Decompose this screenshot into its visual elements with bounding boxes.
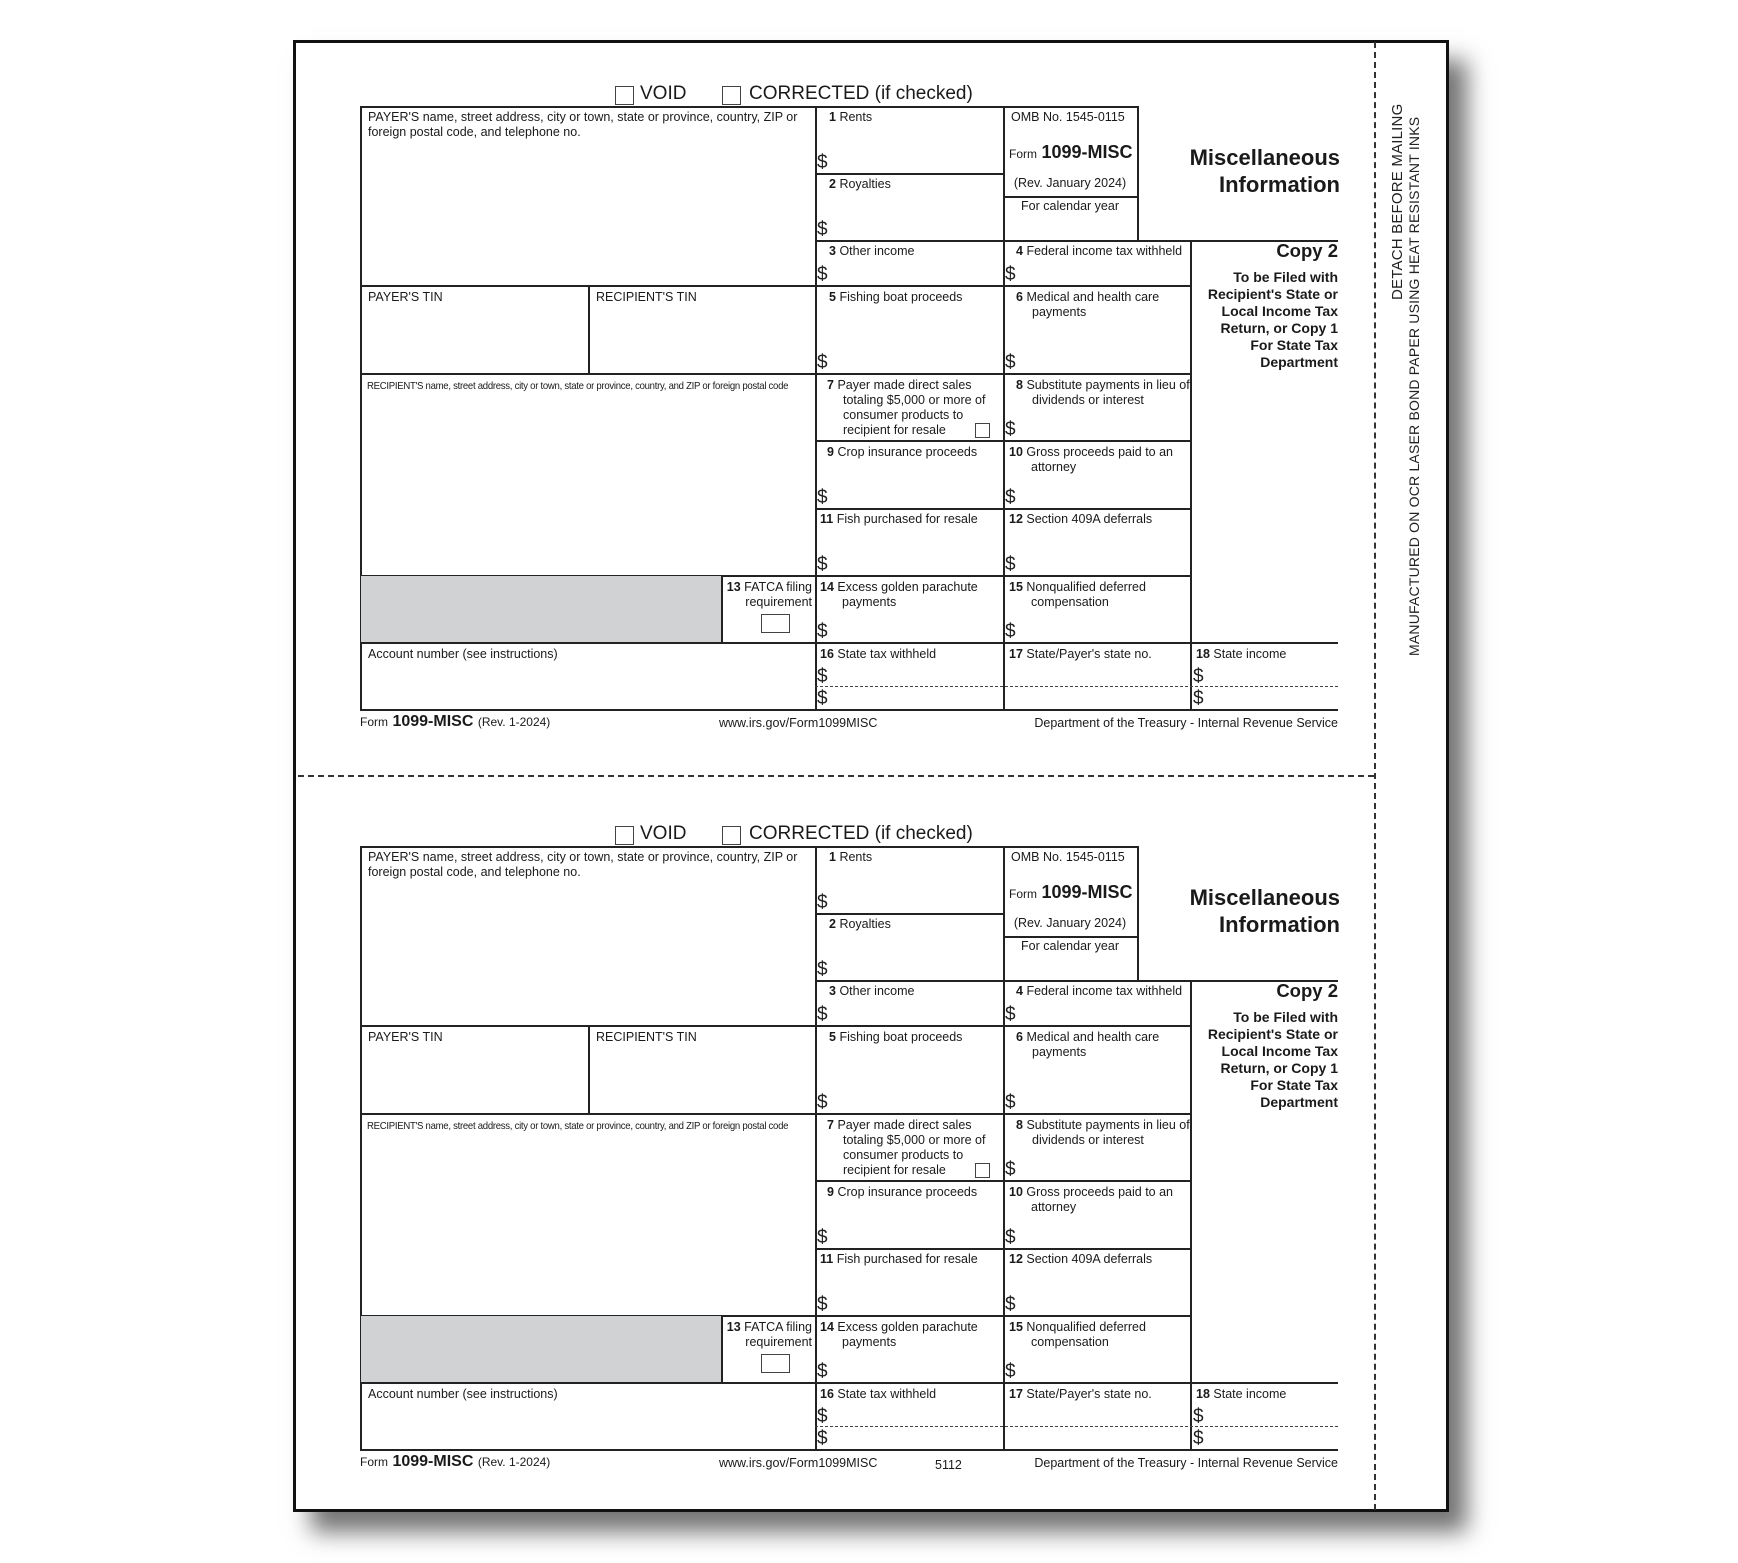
dollar-sign: $: [1005, 1227, 1016, 1248]
dollar-sign: $: [817, 1428, 828, 1449]
dollar-sign: $: [1005, 419, 1016, 440]
dollar-sign: $: [817, 688, 828, 709]
fatca-label: 13 FATCA filing requirement: [726, 580, 812, 609]
fatca-label: 13 FATCA filing requirement: [726, 1320, 812, 1349]
void-label: VOID: [640, 823, 687, 844]
recipient-tin-label: RECIPIENT'S TIN: [596, 290, 697, 304]
box-15-nonqualified-deferred[interactable]: 15 Nonqualified deferred compensation: [1009, 580, 1146, 609]
box-9-crop-insurance[interactable]: 9 Crop insurance proceeds: [827, 445, 978, 459]
dollar-sign: $: [1005, 352, 1016, 373]
form-code: 5112: [935, 1458, 962, 1472]
dollar-sign: $: [817, 219, 828, 240]
box-17-state-payer-no[interactable]: 17 State/Payer's state no.: [1009, 647, 1152, 661]
dollar-sign: $: [1005, 487, 1016, 508]
box-17-state-payer-no[interactable]: 17 State/Payer's state no.: [1009, 1387, 1152, 1401]
void-label: VOID: [640, 83, 687, 104]
calendar-year-field[interactable]: For calendar year: [1021, 939, 1119, 953]
box-2-royalties[interactable]: 2 Royalties: [829, 917, 891, 931]
form-identifier: Form 1099-MISC: [1009, 142, 1133, 162]
form-title: Miscellaneous Information: [1189, 885, 1340, 937]
box-16-state-tax-withheld[interactable]: 16 State tax withheld: [820, 1387, 937, 1401]
dollar-sign: $: [817, 264, 828, 285]
dollar-sign: $: [1193, 1406, 1204, 1427]
payer-tin-label: PAYER'S TIN: [368, 290, 443, 304]
detach-instruction: DETACH BEFORE MAILING: [1389, 103, 1406, 300]
irs-url-link[interactable]: www.irs.gov/Form1099MISC: [719, 716, 878, 730]
box-6-medical-payments[interactable]: 6 Medical and health care payments: [1016, 290, 1160, 319]
box-7-checkbox[interactable]: [975, 1163, 990, 1178]
omb-number: OMB No. 1545-0115: [1011, 850, 1125, 864]
form-copy: [0, 740, 1738, 1480]
dollar-sign: $: [1005, 1159, 1016, 1180]
account-number-field[interactable]: [368, 647, 558, 662]
corrected-label: CORRECTED (if checked): [749, 823, 973, 844]
dollar-sign: $: [1005, 621, 1016, 642]
box-11-fish-purchased[interactable]: 11 Fish purchased for resale: [820, 512, 978, 526]
copy-heading: Copy 2: [1276, 240, 1338, 261]
dollar-sign: $: [1005, 264, 1016, 285]
recipient-name-field[interactable]: [367, 379, 788, 394]
dollar-sign: $: [817, 1092, 828, 1113]
box-1-rents[interactable]: 1 Rents: [829, 110, 873, 124]
box-4-federal-tax-withheld[interactable]: 4 Federal income tax withheld: [1016, 244, 1183, 258]
box-11-fish-purchased[interactable]: 11 Fish purchased for resale: [820, 1252, 978, 1266]
box-4-federal-tax-withheld[interactable]: 4 Federal income tax withheld: [1016, 984, 1183, 998]
box-5-fishing-boat-proceeds[interactable]: 5 Fishing boat proceeds: [829, 1030, 963, 1044]
payer-tin-field[interactable]: [368, 290, 443, 305]
dollar-sign: $: [817, 352, 828, 373]
omb-number: OMB No. 1545-0115: [1011, 110, 1125, 124]
dollar-sign: $: [817, 959, 828, 980]
agency-name: Department of the Treasury - Internal Revenue Service: [1034, 716, 1338, 730]
payer-name-field[interactable]: [368, 850, 813, 880]
footer-form-id: Form 1099-MISC (Rev. 1-2024): [360, 1453, 551, 1470]
dollar-sign: $: [817, 1361, 828, 1382]
form-copy: [0, 0, 1738, 740]
box-7-direct-sales: 7 Payer made direct sales totaling $5,000 or more of consumer products to recipient for resale: [827, 1118, 986, 1177]
payer-name-field[interactable]: [368, 110, 813, 140]
calendar-year-field[interactable]: For calendar year: [1021, 199, 1119, 213]
box-16-state-tax-withheld[interactable]: 16 State tax withheld: [820, 647, 937, 661]
dollar-sign: $: [1193, 1428, 1204, 1449]
form-identifier: Form 1099-MISC: [1009, 882, 1133, 902]
form-revision: (Rev. January 2024): [1013, 916, 1127, 930]
box-2-royalties[interactable]: 2 Royalties: [829, 177, 891, 191]
shaded-area: [361, 576, 721, 642]
box-6-medical-payments[interactable]: 6 Medical and health care payments: [1016, 1030, 1160, 1059]
dollar-sign: $: [817, 892, 828, 913]
agency-name: Department of the Treasury - Internal Revenue Service: [1034, 1456, 1338, 1470]
box-9-crop-insurance[interactable]: 9 Crop insurance proceeds: [827, 1185, 978, 1199]
form-revision: (Rev. January 2024): [1013, 176, 1127, 190]
dollar-sign: $: [817, 152, 828, 173]
dollar-sign: $: [1005, 1361, 1016, 1382]
fatca-checkbox[interactable]: [761, 614, 790, 633]
copy-instructions: To be Filed with Recipient's State or Local Income Tax Return, or Copy 1 For State Tax Department: [1207, 1009, 1338, 1110]
account-number-label: Account number (see instructions): [368, 647, 558, 661]
recipient-name-field[interactable]: [367, 1119, 788, 1134]
box-1-rents[interactable]: 1 Rents: [829, 850, 873, 864]
copy-instructions: To be Filed with Recipient's State or Local Income Tax Return, or Copy 1 For State Tax Department: [1207, 269, 1338, 370]
box-18-state-income[interactable]: 18 State income: [1196, 1387, 1287, 1401]
payer-name-label: PAYER'S name, street address, city or town, state or province, country, ZIP or foreign postal code, and telephone no.: [368, 110, 798, 139]
box-8-substitute-payments[interactable]: 8 Substitute payments in lieu of dividends or interest: [1016, 378, 1190, 407]
box-10-attorney-proceeds[interactable]: 10 Gross proceeds paid to an attorney: [1009, 445, 1174, 474]
shaded-area: [361, 1316, 721, 1382]
payer-tin-field[interactable]: [368, 1030, 443, 1045]
recipient-name-label: RECIPIENT'S name, street address, city or town, state or province, country, and ZIP or foreign postal code: [367, 381, 789, 392]
payer-tin-label: PAYER'S TIN: [368, 1030, 443, 1044]
box-14-golden-parachute[interactable]: 14 Excess golden parachute payments: [820, 580, 978, 609]
dollar-sign: $: [817, 1004, 828, 1025]
account-number-label: Account number (see instructions): [368, 1387, 558, 1401]
box-14-golden-parachute[interactable]: 14 Excess golden parachute payments: [820, 1320, 978, 1349]
footer-form-id: Form 1099-MISC (Rev. 1-2024): [360, 713, 551, 730]
box-12-409a-deferrals[interactable]: 12 Section 409A deferrals: [1009, 1252, 1153, 1266]
account-number-field[interactable]: [368, 1387, 558, 1402]
box-7-checkbox[interactable]: [975, 423, 990, 438]
paper-note: MANUFACTURED ON OCR LASER BOND PAPER USING HEAT RESISTANT INKS: [1406, 116, 1422, 656]
form-title: Miscellaneous Information: [1189, 145, 1340, 197]
dollar-sign: $: [817, 1294, 828, 1315]
dollar-sign: $: [1005, 1092, 1016, 1113]
void-checkbox[interactable]: [615, 826, 634, 845]
box-10-attorney-proceeds[interactable]: 10 Gross proceeds paid to an attorney: [1009, 1185, 1174, 1214]
recipient-tin-label: RECIPIENT'S TIN: [596, 1030, 697, 1044]
recipient-tin-field[interactable]: [596, 1030, 697, 1045]
box-15-nonqualified-deferred[interactable]: 15 Nonqualified deferred compensation: [1009, 1320, 1146, 1349]
corrected-checkbox[interactable]: [722, 86, 741, 105]
recipient-name-label: RECIPIENT'S name, street address, city or town, state or province, country, and ZIP or foreign postal code: [367, 1121, 789, 1132]
dollar-sign: $: [817, 554, 828, 575]
void-checkbox[interactable]: [615, 86, 634, 105]
corrected-label: CORRECTED (if checked): [749, 83, 973, 104]
dollar-sign: $: [817, 621, 828, 642]
box-18-state-income[interactable]: 18 State income: [1196, 647, 1287, 661]
fatca-checkbox[interactable]: [761, 1354, 790, 1373]
dollar-sign: $: [817, 1406, 828, 1427]
dollar-sign: $: [1193, 688, 1204, 709]
box-12-409a-deferrals[interactable]: 12 Section 409A deferrals: [1009, 512, 1153, 526]
dollar-sign: $: [1005, 1294, 1016, 1315]
corrected-checkbox[interactable]: [722, 826, 741, 845]
dollar-sign: $: [1193, 666, 1204, 687]
dollar-sign: $: [817, 487, 828, 508]
copy-heading: Copy 2: [1276, 980, 1338, 1001]
dollar-sign: $: [817, 666, 828, 687]
recipient-tin-field[interactable]: [596, 290, 697, 305]
irs-url-link[interactable]: www.irs.gov/Form1099MISC: [719, 1456, 878, 1470]
dollar-sign: $: [817, 1227, 828, 1248]
box-8-substitute-payments[interactable]: 8 Substitute payments in lieu of dividends or interest: [1016, 1118, 1190, 1147]
dollar-sign: $: [1005, 1004, 1016, 1025]
payer-name-label: PAYER'S name, street address, city or town, state or province, country, ZIP or foreign postal code, and telephone no.: [368, 850, 798, 879]
dollar-sign: $: [1005, 554, 1016, 575]
box-5-fishing-boat-proceeds[interactable]: 5 Fishing boat proceeds: [829, 290, 963, 304]
box-7-direct-sales: 7 Payer made direct sales totaling $5,000 or more of consumer products to recipient for resale: [827, 378, 986, 437]
box-3-other-income[interactable]: 3 Other income: [829, 984, 915, 998]
box-3-other-income[interactable]: 3 Other income: [829, 244, 915, 258]
